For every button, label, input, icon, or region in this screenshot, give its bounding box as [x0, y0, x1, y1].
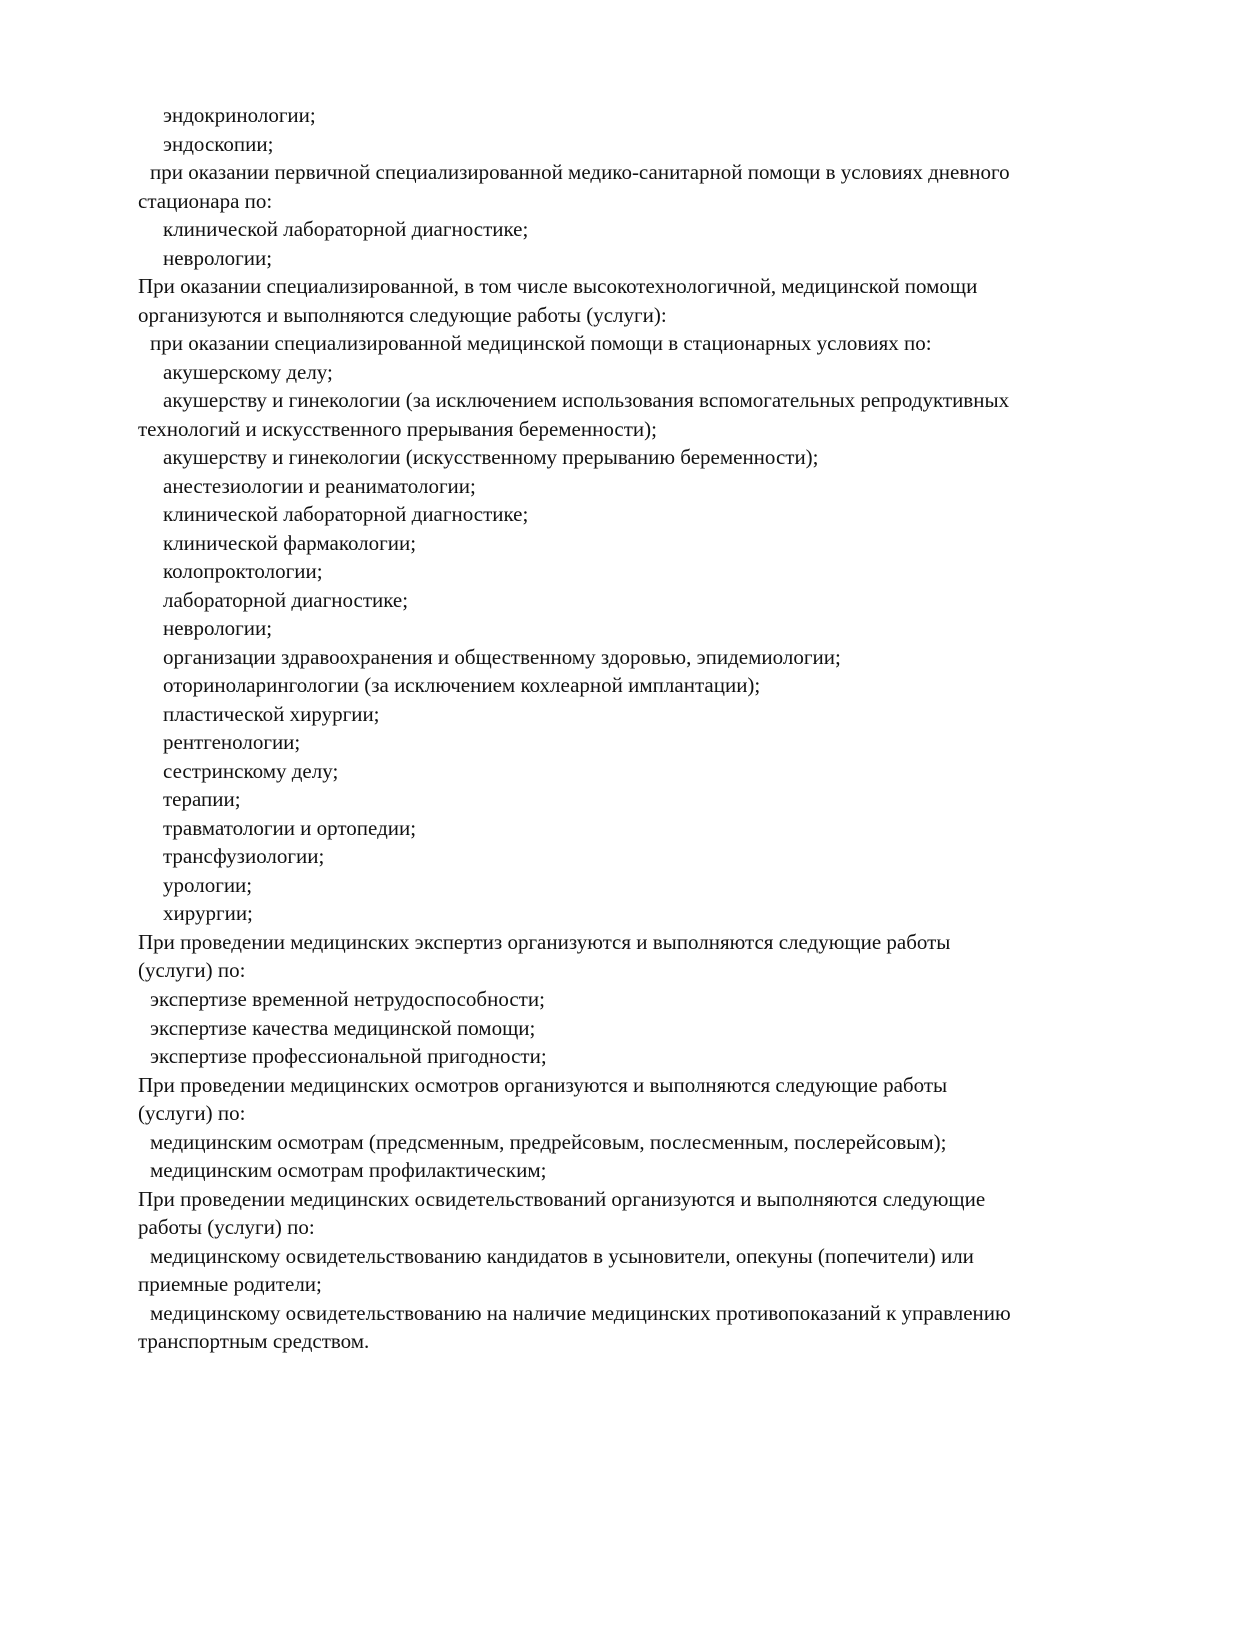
list-item-line: неврологии;: [163, 245, 273, 270]
paragraph-line: При проведении медицинских осмотров организуются и выполняются следующие работы: [138, 1072, 948, 1097]
list-item-line: акушерству и гинекологии (за исключением использования вспомогательных репродуктивных: [163, 388, 1010, 413]
list-item-line: медицинскому освидетельствованию кандидатов в усыновители, опекуны (попечители) или: [150, 1243, 974, 1268]
list-item-line: оториноларингологии (за исключением кохлеарной имплантации);: [163, 673, 761, 698]
list-item-line: эндоскопии;: [163, 131, 274, 156]
list-item-line: клинической фармакологии;: [163, 530, 417, 555]
paragraph-line: приемные родители;: [138, 1272, 322, 1297]
list-item-line: терапии;: [163, 787, 241, 812]
paragraph-line: организуются и выполняются следующие работы (услуги):: [138, 302, 667, 327]
paragraph-line: технологий и искусственного прерывания беременности);: [138, 416, 657, 441]
list-item-line: экспертизе профессиональной пригодности;: [150, 1044, 547, 1069]
paragraph-line: (услуги) по:: [138, 958, 246, 983]
list-item-line: медицинским осмотрам (предсменным, предрейсовым, послесменным, послерейсовым);: [150, 1129, 947, 1154]
list-item-line: колопроктологии;: [163, 559, 323, 584]
list-item-line: неврологии;: [163, 616, 273, 641]
list-item-line: медицинским осмотрам профилактическим;: [150, 1158, 547, 1183]
list-item-line: медицинскому освидетельствованию на наличие медицинских противопоказаний к управлению: [150, 1300, 1011, 1325]
list-item-line: хирургии;: [163, 901, 253, 926]
list-item-line: организации здравоохранения и общественному здоровью, эпидемиологии;: [163, 644, 841, 669]
list-item-line: акушерскому делу;: [163, 359, 333, 384]
paragraph-line: (услуги) по:: [138, 1101, 246, 1126]
list-item-line: рентгенологии;: [163, 730, 301, 755]
list-item-line: при оказании специализированной медицинской помощи в стационарных условиях по:: [150, 331, 932, 356]
paragraph-line: При оказании специализированной, в том числе высокотехнологичной, медицинской помощи: [138, 274, 978, 299]
list-item-line: пластической хирургии;: [163, 701, 380, 726]
list-item-line: клинической лабораторной диагностике;: [163, 502, 529, 527]
paragraph-line: При проведении медицинских экспертиз организуются и выполняются следующие работы: [138, 929, 951, 954]
list-item-line: трансфузиологии;: [163, 844, 325, 869]
paragraph-line: стационара по:: [138, 188, 273, 213]
list-item-line: эндокринологии;: [163, 103, 316, 127]
list-item-line: анестезиологии и реаниматологии;: [163, 473, 476, 498]
list-item-line: урологии;: [163, 872, 253, 897]
list-item-line: экспертизе качества медицинской помощи;: [150, 1015, 536, 1040]
list-item-line: акушерству и гинекологии (искусственному прерыванию беременности);: [163, 445, 819, 470]
list-item-line: экспертизе временной нетрудоспособности;: [150, 986, 545, 1011]
document-page: [138, 101, 1138, 1356]
paragraph-line: При проведении медицинских освидетельствований организуются и выполняются следующие: [138, 1186, 986, 1211]
list-item-line: клинической лабораторной диагностике;: [163, 217, 529, 242]
paragraph-line: транспортным средством.: [138, 1329, 370, 1354]
list-item-line: травматологии и ортопедии;: [163, 815, 417, 840]
list-item-line: сестринскому делу;: [163, 758, 339, 783]
list-item-line: при оказании первичной специализированной медико-санитарной помощи в условиях дневного: [150, 160, 1010, 185]
paragraph-line: работы (услуги) по:: [138, 1215, 315, 1240]
list-item-line: лабораторной диагностике;: [163, 587, 409, 612]
